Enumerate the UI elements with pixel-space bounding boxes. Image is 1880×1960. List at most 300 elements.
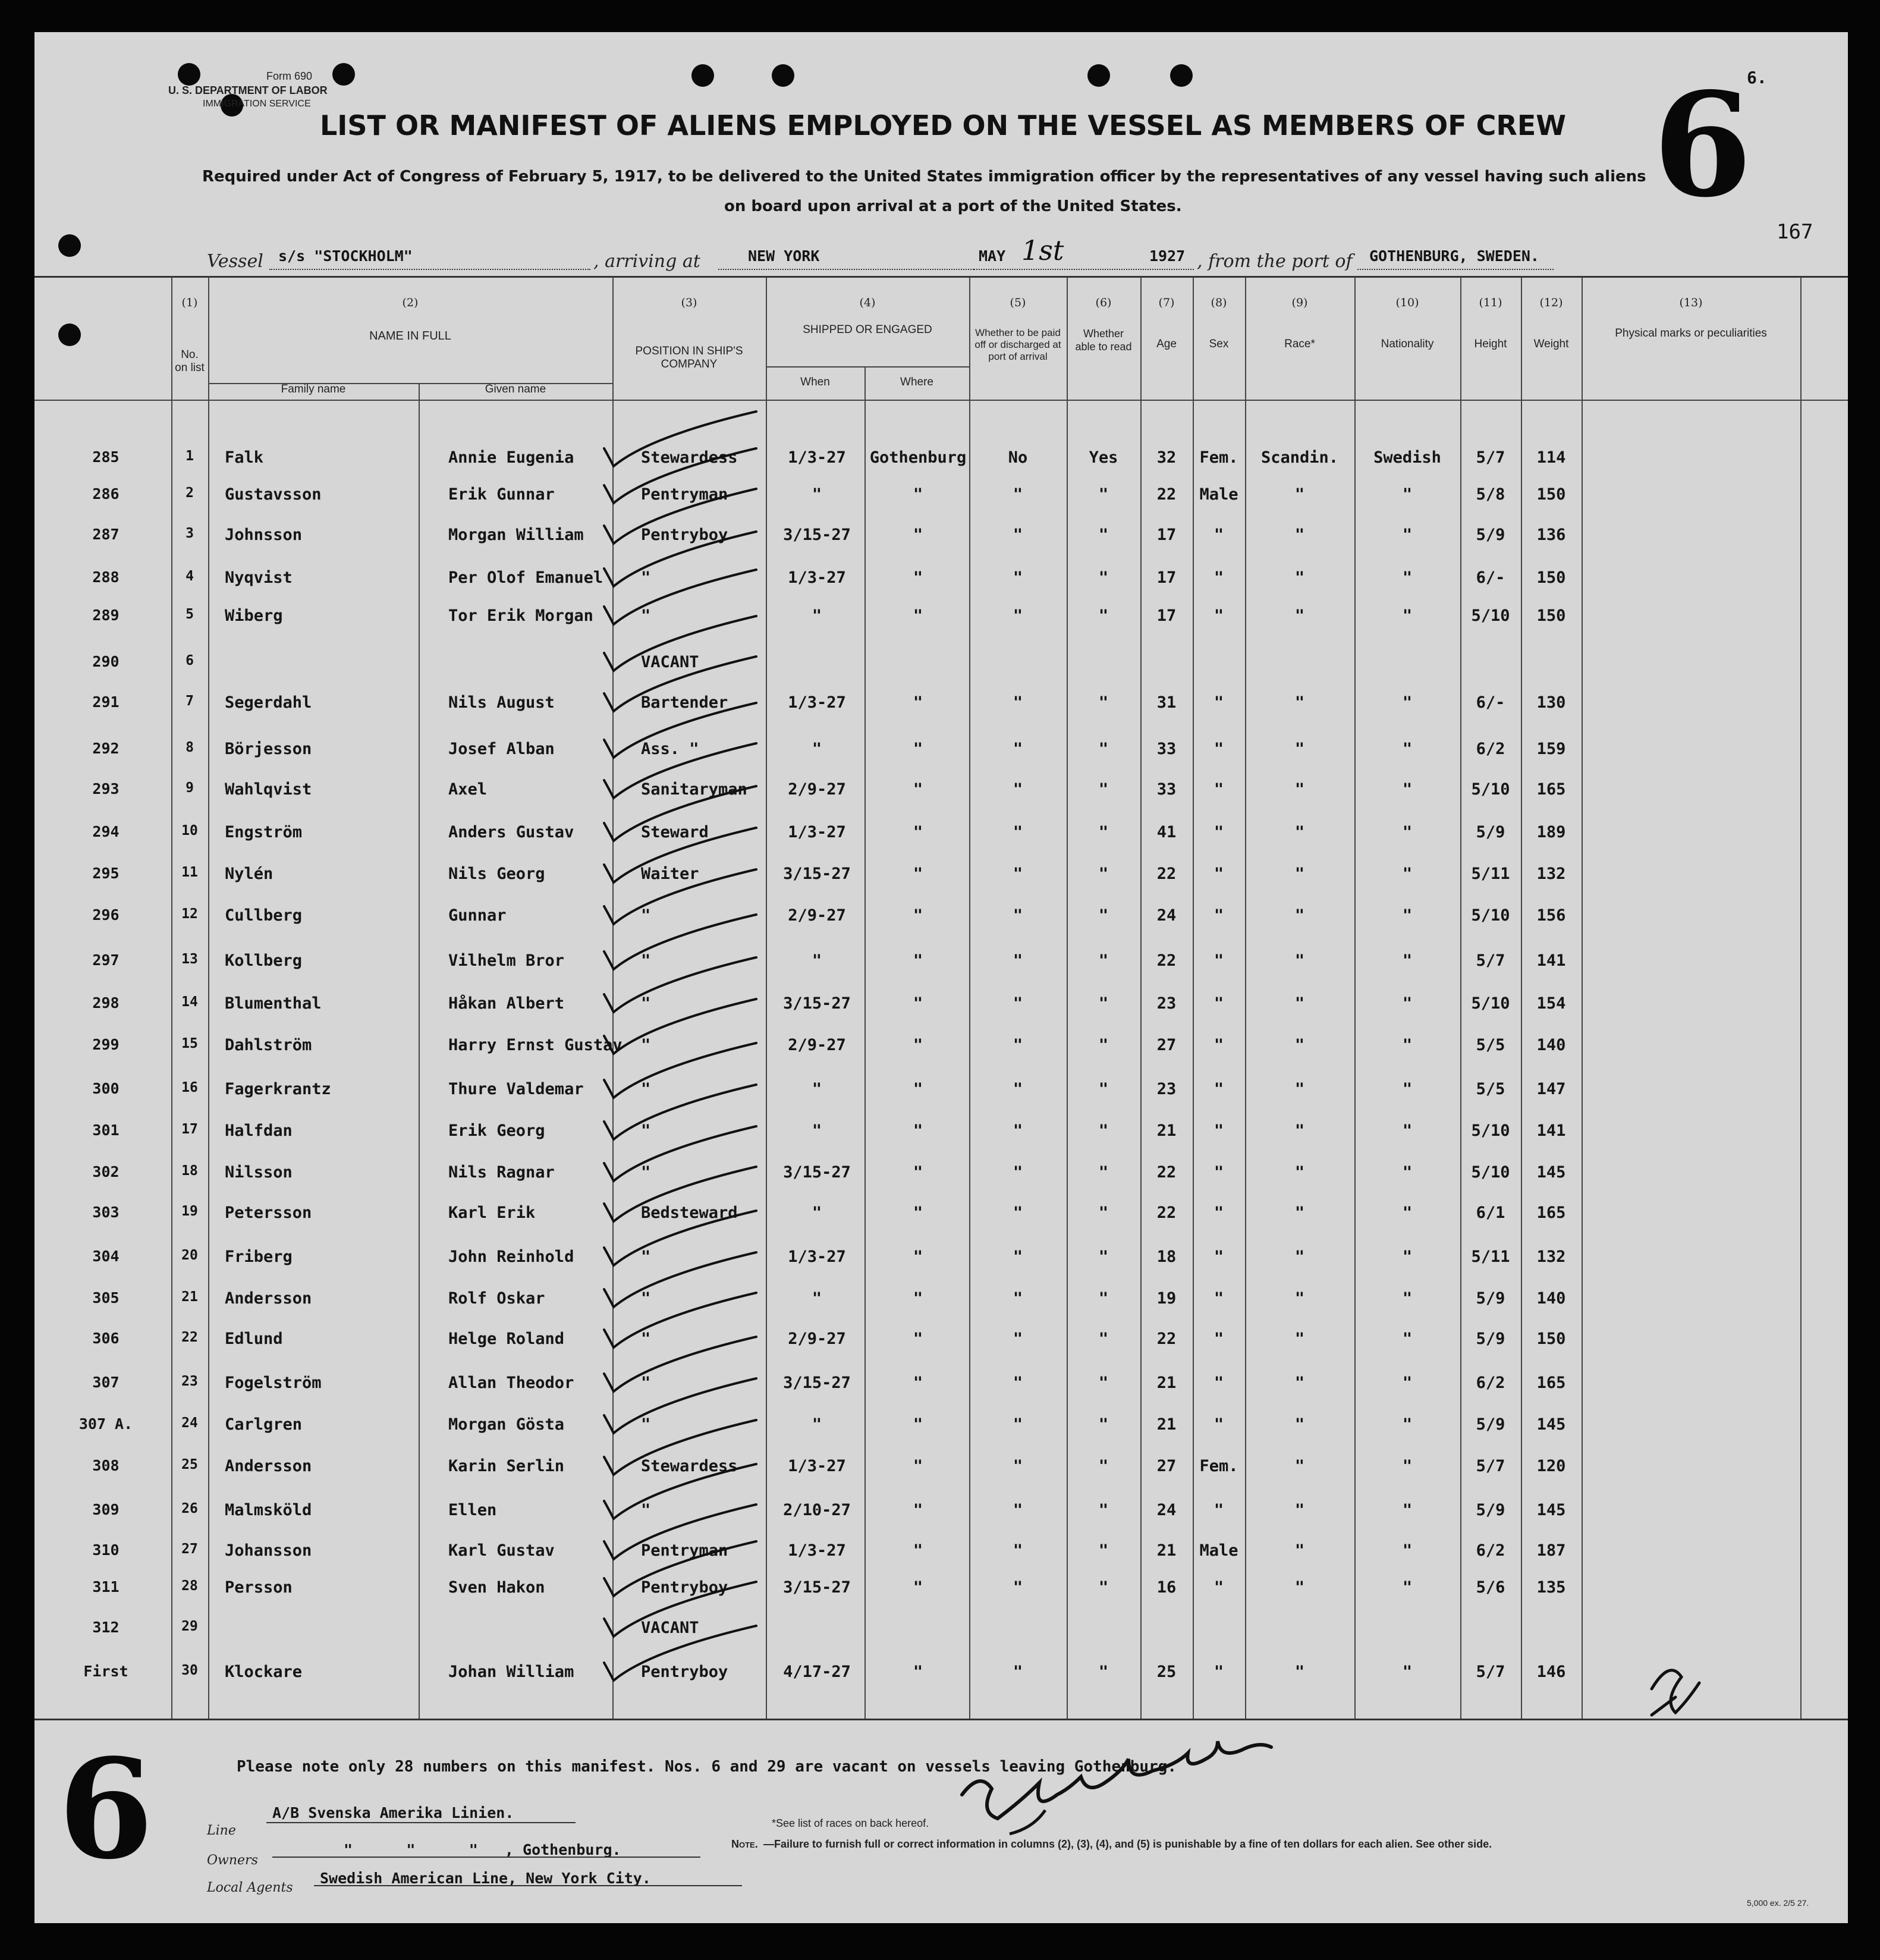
cell-no: 13	[181, 951, 198, 967]
cell-family: Johnsson	[225, 526, 303, 544]
cell-no: 18	[181, 1163, 198, 1179]
col-num-10: (10)	[1395, 296, 1419, 309]
cell-race: "	[1294, 1541, 1305, 1560]
cell-when: 3/15-27	[783, 1163, 851, 1182]
cell-no: 19	[181, 1204, 198, 1219]
cell-read: "	[1098, 1457, 1109, 1475]
cell-nat: "	[1402, 1036, 1413, 1054]
check-mark	[604, 1626, 756, 1681]
cell-weight: 136	[1536, 526, 1566, 544]
cell-when: "	[812, 485, 822, 504]
col-num-2: (2)	[402, 296, 419, 309]
cell-where: "	[913, 1415, 923, 1434]
cell-no: 10	[181, 823, 198, 838]
captain-signature	[962, 1741, 1271, 1818]
col-head-weight: Weight	[1533, 338, 1569, 350]
col-num-12: (12)	[1539, 296, 1563, 309]
cell-height: 6/2	[1476, 1541, 1505, 1560]
cell-where: "	[913, 1163, 923, 1182]
cell-height: 5/10	[1471, 1163, 1510, 1182]
cell-weight: 120	[1536, 1457, 1566, 1475]
cell-height: 5/10	[1471, 906, 1510, 925]
cell-family: Segerdahl	[225, 693, 312, 712]
cell-sex: "	[1213, 1330, 1224, 1348]
col-num-11: (11)	[1479, 296, 1502, 309]
cell-sex: "	[1213, 740, 1224, 758]
cell-sex: "	[1213, 994, 1224, 1013]
cell-height: 5/7	[1476, 951, 1505, 970]
cell-age: 21	[1156, 1415, 1177, 1434]
cell-family: Petersson	[225, 1204, 312, 1222]
note-label: Note.	[731, 1838, 758, 1850]
cell-read: "	[1098, 1374, 1109, 1392]
cell-read: "	[1098, 823, 1109, 841]
cell-paid: "	[1013, 1415, 1023, 1434]
cell-height: 6/-	[1476, 693, 1505, 712]
cell-sex: "	[1213, 1080, 1224, 1098]
cell-height: 6/1	[1476, 1204, 1505, 1222]
cell-family: Dahlström	[225, 1036, 312, 1054]
cell-paid: "	[1013, 693, 1023, 712]
cell-family: Nylén	[225, 865, 273, 883]
cell-when: 3/15-27	[783, 526, 851, 544]
check-mark	[604, 1420, 756, 1475]
col-head-sex: Sex	[1209, 338, 1229, 350]
cell-where: "	[913, 693, 923, 712]
cell-nat: "	[1402, 1289, 1413, 1308]
cell-age: 22	[1156, 1204, 1177, 1222]
cell-height: 5/11	[1471, 865, 1510, 883]
cell-race: "	[1294, 780, 1305, 799]
cell-height: 5/10	[1471, 994, 1510, 1013]
check-mark	[604, 1582, 756, 1637]
col-head-able-to-read: Whether able to read	[1075, 328, 1132, 353]
cell-read: "	[1098, 951, 1109, 970]
cell-where: "	[913, 526, 923, 544]
cell-when: 2/9-27	[788, 906, 846, 925]
cell-race: "	[1294, 1289, 1305, 1308]
cell-nat: "	[1402, 1330, 1413, 1348]
manifest-sheet	[34, 32, 1848, 1923]
cell-given: Rolf Oskar	[448, 1289, 545, 1308]
cell-weight: 140	[1536, 1289, 1566, 1308]
cell-when: 3/15-27	[783, 994, 851, 1013]
cell-position: Pentryman	[641, 1541, 728, 1560]
cell-paid: "	[1013, 1289, 1023, 1308]
cell-sex: "	[1213, 1578, 1224, 1597]
date-day: 1st	[1021, 234, 1064, 266]
cell-position: "	[641, 1501, 651, 1519]
cell-ref: 285	[92, 448, 120, 466]
cell-no: 3	[186, 526, 194, 541]
cell-paid: "	[1013, 1163, 1023, 1182]
cell-no: 4	[186, 568, 194, 584]
cell-where: "	[913, 1374, 923, 1392]
cell-position: "	[641, 906, 651, 925]
page-title: LIST OR MANIFEST OF ALIENS EMPLOYED ON THE VESSEL AS MEMBERS OF CREW	[320, 109, 1567, 142]
cell-height: 5/9	[1476, 1415, 1505, 1434]
cell-nat: "	[1402, 994, 1413, 1013]
col-num-4: (4)	[859, 296, 876, 309]
cell-height: 5/10	[1471, 607, 1510, 625]
print-code: 5,000 ex. 2/5 27.	[1747, 1898, 1809, 1908]
col-head-given-name: Given name	[485, 383, 546, 395]
col-head-paid-off: Whether to be paid off or discharged at port of arrival	[974, 327, 1061, 362]
cell-no: 20	[181, 1248, 198, 1263]
cell-weight: 165	[1536, 1204, 1566, 1222]
cell-ref: 298	[92, 994, 120, 1012]
cell-age: 41	[1156, 823, 1177, 841]
cell-where: "	[913, 780, 923, 799]
cell-age: 21	[1156, 1374, 1177, 1392]
cell-family: Fogelström	[225, 1374, 322, 1392]
cell-sex: "	[1213, 951, 1224, 970]
cell-sex: "	[1213, 568, 1224, 587]
cell-where: "	[913, 865, 923, 883]
cell-position: Pentryboy	[641, 526, 728, 544]
col-head-shipped: SHIPPED OR ENGAGED	[803, 323, 932, 336]
cell-ref: 297	[92, 951, 120, 969]
cell-position: Bartender	[641, 693, 728, 712]
cell-age: 21	[1156, 1541, 1177, 1560]
cell-given: Sven Hakon	[448, 1578, 545, 1597]
cell-age: 17	[1156, 526, 1177, 544]
cell-paid: "	[1013, 485, 1023, 504]
cell-no: 24	[181, 1415, 198, 1431]
cell-ref: 305	[92, 1289, 120, 1306]
cell-no: 7	[186, 693, 194, 709]
cell-given: Allan Theodor	[448, 1374, 574, 1392]
cell-where: Gothenburg	[869, 448, 967, 467]
cell-where: "	[913, 1457, 923, 1475]
cell-sex: "	[1213, 607, 1224, 625]
cell-when: "	[812, 1204, 822, 1222]
cell-height: 5/9	[1476, 1289, 1505, 1308]
cell-ref: First	[83, 1663, 128, 1680]
cell-sex: "	[1213, 1204, 1224, 1222]
cell-height: 5/5	[1476, 1080, 1505, 1098]
cell-read: "	[1098, 994, 1109, 1013]
vacancy-note: Please note only 28 numbers on this manifest. Nos. 6 and 29 are vacant on vessels leaving Gothenburg.	[237, 1758, 1177, 1776]
cell-race: "	[1294, 1663, 1305, 1681]
cell-weight: 141	[1536, 1122, 1566, 1140]
cell-nat: "	[1402, 1163, 1413, 1182]
races-footnote: *See list of races on back hereof.	[772, 1817, 929, 1829]
cell-nat: "	[1402, 568, 1413, 587]
cell-weight: 132	[1536, 1248, 1566, 1266]
cell-where: "	[913, 951, 923, 970]
cell-sex: "	[1213, 693, 1224, 712]
cell-ref: 301	[92, 1122, 120, 1139]
cell-read: "	[1098, 740, 1109, 758]
cell-nat: "	[1402, 740, 1413, 758]
cell-height: 5/7	[1476, 1457, 1505, 1475]
cell-race: "	[1294, 1163, 1305, 1182]
cell-weight: 145	[1536, 1501, 1566, 1519]
cell-no: 2	[186, 485, 194, 501]
cell-race: "	[1294, 1248, 1305, 1266]
cell-race: "	[1294, 1457, 1305, 1475]
cell-age: 22	[1156, 1330, 1177, 1348]
cell-nat: "	[1402, 906, 1413, 925]
cell-ref: 308	[92, 1457, 120, 1474]
cell-race: "	[1294, 1204, 1305, 1222]
cell-nat: "	[1402, 1578, 1413, 1597]
cell-read: "	[1098, 1080, 1109, 1098]
department-name: U. S. DEPARTMENT OF LABOR	[168, 84, 328, 96]
cell-paid: "	[1013, 1663, 1023, 1681]
cell-no: 28	[181, 1578, 198, 1594]
cell-age: 32	[1156, 448, 1177, 467]
cell-sex: "	[1213, 526, 1224, 544]
cell-ref: 287	[92, 526, 120, 543]
cell-race: "	[1294, 994, 1305, 1013]
cell-age: 22	[1156, 951, 1177, 970]
cell-sex: "	[1213, 823, 1224, 841]
cell-when: 3/15-27	[783, 1578, 851, 1597]
check-mark	[604, 743, 756, 798]
col-head-race: Race*	[1284, 338, 1315, 350]
cell-race: "	[1294, 740, 1305, 758]
cell-when: 1/3-27	[788, 823, 846, 841]
sheet-number: 6.	[1747, 68, 1767, 87]
cell-position: Pentryboy	[641, 1578, 728, 1597]
cell-where: "	[913, 1204, 923, 1222]
cell-no: 6	[186, 653, 194, 668]
cell-race: "	[1294, 865, 1305, 883]
vessel-value: s/s "STOCKHOLM"	[278, 247, 413, 265]
cell-read: "	[1098, 1541, 1109, 1560]
cell-read: "	[1098, 1330, 1109, 1348]
cell-height: 5/9	[1476, 823, 1505, 841]
cell-age: 17	[1156, 568, 1177, 587]
cell-family: Kollberg	[225, 951, 303, 970]
cell-ref: 302	[92, 1163, 120, 1180]
cell-no: 23	[181, 1374, 198, 1389]
check-mark	[604, 869, 756, 924]
cell-given: Karl Erik	[448, 1204, 536, 1222]
cell-ref: 312	[92, 1619, 120, 1636]
cell-when: 1/3-27	[788, 1248, 846, 1266]
cell-weight: 150	[1536, 485, 1566, 504]
cell-age: 23	[1156, 1080, 1177, 1098]
cell-race: "	[1294, 568, 1305, 587]
cell-position: Steward	[641, 823, 709, 841]
cell-ref: 306	[92, 1330, 120, 1347]
cell-given: Vilhelm Bror	[448, 951, 565, 970]
cell-position: "	[641, 1080, 651, 1098]
cell-no: 25	[181, 1457, 198, 1472]
cell-given: Per Olof Emanuel	[448, 568, 603, 587]
cell-height: 6/-	[1476, 568, 1505, 587]
cell-race: "	[1294, 1578, 1305, 1597]
cell-age: 24	[1156, 1501, 1177, 1519]
cell-family: Wiberg	[225, 607, 283, 625]
cell-given: Annie Eugenia	[448, 448, 574, 467]
cell-sex: "	[1213, 1163, 1224, 1182]
cell-nat: "	[1402, 1457, 1413, 1475]
cell-paid: "	[1013, 1501, 1023, 1519]
cell-position: "	[641, 994, 651, 1013]
cell-paid: "	[1013, 906, 1023, 925]
cell-sex: "	[1213, 865, 1224, 883]
line-label: Line	[207, 1823, 236, 1838]
cell-height: 5/7	[1476, 448, 1505, 467]
cell-where: "	[913, 1036, 923, 1054]
initials-mark	[1652, 1670, 1699, 1715]
cell-ref: 311	[92, 1578, 120, 1595]
cell-sex: "	[1213, 1501, 1224, 1519]
cell-position: "	[641, 607, 651, 625]
cell-height: 5/9	[1476, 526, 1505, 544]
cell-read: "	[1098, 607, 1109, 625]
cell-age: 24	[1156, 906, 1177, 925]
col-head-position: POSITION IN SHIP'S COMPANY	[635, 345, 743, 370]
cell-given: Johan William	[448, 1663, 574, 1681]
cell-given: Nils Georg	[448, 865, 545, 883]
cell-family: Klockare	[225, 1663, 303, 1681]
col-num-5: (5)	[1010, 296, 1026, 309]
cell-no: 16	[181, 1080, 198, 1095]
cell-where: "	[913, 1541, 923, 1560]
cell-paid: "	[1013, 740, 1023, 758]
cell-position: Stewardess	[641, 448, 738, 467]
cell-ref: 307 A.	[78, 1415, 133, 1433]
cell-when: 2/10-27	[783, 1501, 851, 1519]
cell-nat: "	[1402, 485, 1413, 504]
cell-ref: 294	[92, 823, 120, 840]
cell-given: Helge Roland	[448, 1330, 565, 1348]
cell-given: Håkan Albert	[448, 994, 565, 1013]
cell-age: 17	[1156, 607, 1177, 625]
cell-nat: "	[1402, 1248, 1413, 1266]
cell-paid: "	[1013, 951, 1023, 970]
cell-nat: "	[1402, 823, 1413, 841]
cell-age: 23	[1156, 994, 1177, 1013]
col-num-3: (3)	[681, 296, 697, 309]
col-head-nationality: Nationality	[1381, 338, 1434, 350]
cell-position: "	[641, 1289, 651, 1308]
cell-given: Ellen	[448, 1501, 497, 1519]
cell-nat: "	[1402, 780, 1413, 799]
cell-family: Malmsköld	[225, 1501, 312, 1519]
col-head-no-on-list: No. on list	[175, 348, 205, 374]
cell-where: "	[913, 1289, 923, 1308]
cell-paid: "	[1013, 1036, 1023, 1054]
cell-age: 19	[1156, 1289, 1177, 1308]
cell-sex: Fem.	[1199, 448, 1238, 467]
cell-weight: 165	[1536, 780, 1566, 799]
col-head-where: Where	[900, 376, 933, 388]
cell-when: 1/3-27	[788, 568, 846, 587]
cell-ref: 293	[92, 780, 120, 797]
col-head-name-in-full: NAME IN FULL	[369, 329, 451, 343]
cell-nat: "	[1402, 693, 1413, 712]
cell-race: "	[1294, 1501, 1305, 1519]
cell-age: 18	[1156, 1248, 1177, 1266]
cell-family: Börjesson	[225, 740, 312, 758]
cell-race: Scandin.	[1260, 448, 1339, 467]
cell-read: "	[1098, 780, 1109, 799]
cell-nat: "	[1402, 1663, 1413, 1681]
cell-age: 27	[1156, 1457, 1177, 1475]
cell-weight: 132	[1536, 865, 1566, 883]
cell-no: 29	[181, 1619, 198, 1634]
cell-when: 1/3-27	[788, 448, 846, 467]
cell-where: "	[913, 906, 923, 925]
cell-height: 5/5	[1476, 1036, 1505, 1054]
cell-no: 11	[181, 865, 198, 880]
cell-age: 22	[1156, 1163, 1177, 1182]
cell-position: Waiter	[641, 865, 699, 883]
cell-where: "	[913, 1663, 923, 1681]
cell-paid: "	[1013, 1122, 1023, 1140]
cell-when: 2/9-27	[788, 780, 846, 799]
cell-paid: "	[1013, 865, 1023, 883]
cell-no: 30	[181, 1663, 198, 1678]
cell-given: Erik Gunnar	[448, 485, 555, 504]
cell-age: 16	[1156, 1578, 1177, 1597]
cell-position: VACANT	[641, 653, 699, 671]
cell-ref: 299	[92, 1036, 120, 1053]
cell-when: 3/15-27	[783, 865, 851, 883]
cell-no: 15	[181, 1036, 198, 1051]
cell-sex: Male	[1199, 1541, 1238, 1560]
cell-no: 17	[181, 1122, 198, 1137]
cell-nat: "	[1402, 526, 1413, 544]
check-mark	[604, 532, 756, 586]
col-num-8: (8)	[1211, 296, 1227, 309]
cell-position: "	[641, 568, 651, 587]
cell-ref: 290	[92, 653, 120, 670]
cell-nat: "	[1402, 1501, 1413, 1519]
cell-given: Tor Erik Morgan	[448, 607, 593, 625]
cell-weight: 130	[1536, 693, 1566, 712]
cell-nat: "	[1402, 607, 1413, 625]
owners-value: " " " , Gothenburg.	[344, 1841, 621, 1858]
arriving-label: , arriving at	[593, 251, 700, 272]
cell-paid: "	[1013, 1541, 1023, 1560]
cell-read: "	[1098, 485, 1109, 504]
cell-race: "	[1294, 1330, 1305, 1348]
cell-given: Harry Ernst Gustav	[448, 1036, 623, 1054]
cell-position: "	[641, 1415, 651, 1434]
col-head-age: Age	[1156, 338, 1177, 350]
cell-family: Nilsson	[225, 1163, 293, 1182]
cell-age: 27	[1156, 1036, 1177, 1054]
cell-race: "	[1294, 1036, 1305, 1054]
cell-when: "	[812, 1122, 822, 1140]
cell-sex: "	[1213, 906, 1224, 925]
cell-nat: "	[1402, 1204, 1413, 1222]
cell-where: "	[913, 740, 923, 758]
cell-nat: "	[1402, 1122, 1413, 1140]
cell-where: "	[913, 1080, 923, 1098]
cell-when: "	[812, 1415, 822, 1434]
cell-family: Gustavsson	[225, 485, 322, 504]
cell-height: 6/2	[1476, 1374, 1505, 1392]
cell-read: "	[1098, 693, 1109, 712]
service-name: IMMIGRATION SERVICE	[203, 99, 311, 109]
cell-family: Carlgren	[225, 1415, 303, 1434]
cell-weight: 145	[1536, 1415, 1566, 1434]
cell-where: "	[913, 823, 923, 841]
cell-where: "	[913, 607, 923, 625]
col-head-family-name: Family name	[281, 383, 346, 395]
cell-weight: 150	[1536, 1330, 1566, 1348]
cell-read: "	[1098, 1415, 1109, 1434]
big-sheet-number: 6	[1653, 61, 1752, 229]
